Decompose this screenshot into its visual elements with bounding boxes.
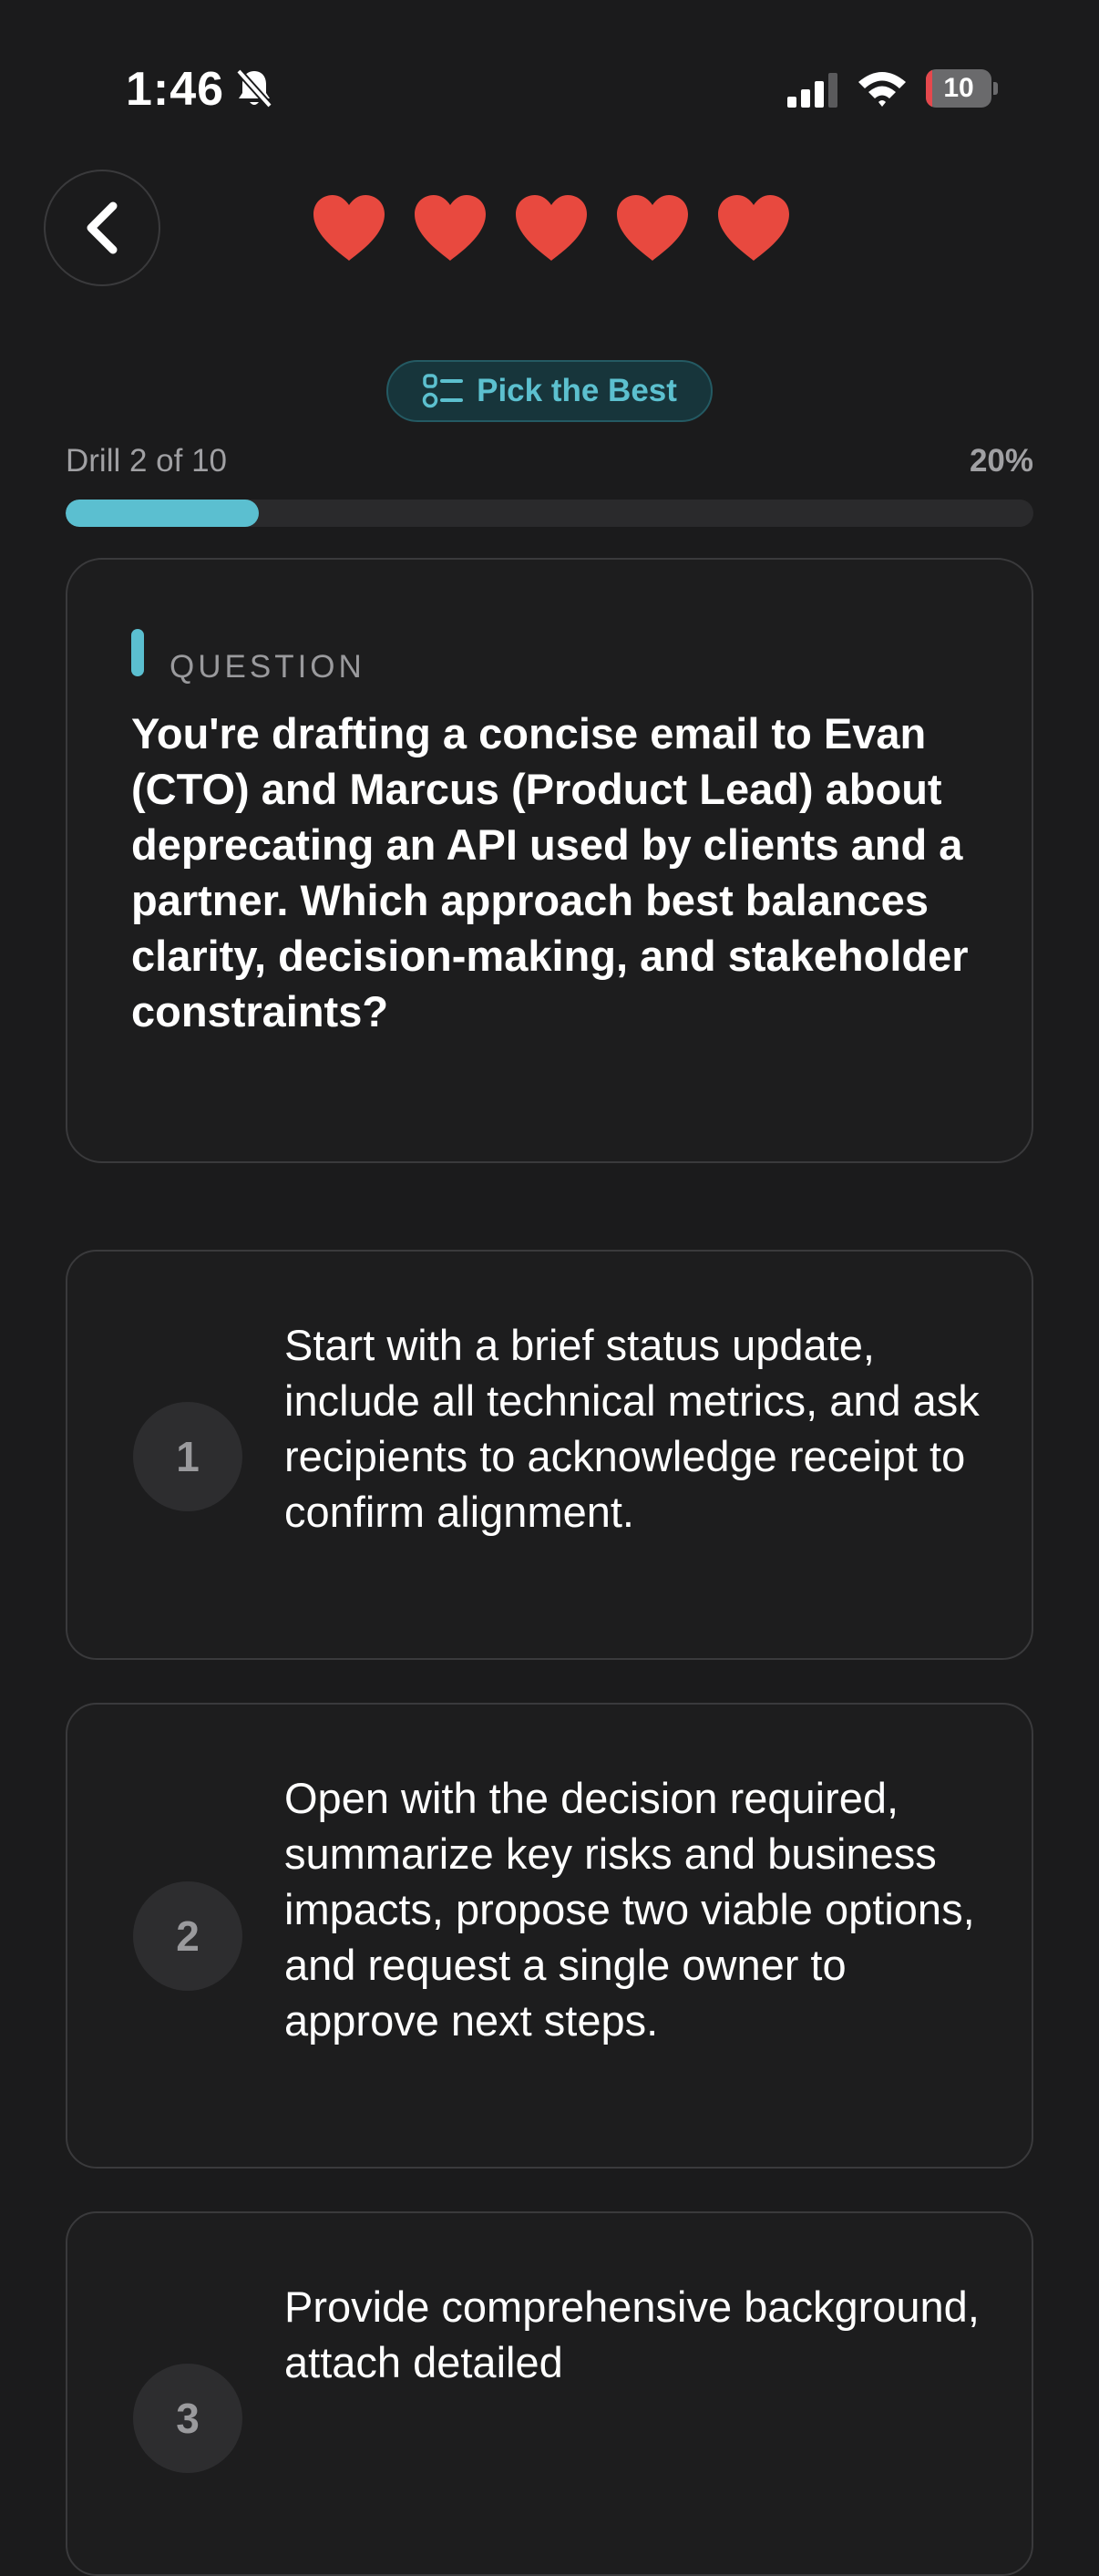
question-card <box>66 558 1033 1163</box>
list-check-icon <box>422 373 464 409</box>
progress-fill <box>66 500 259 527</box>
option-number-badge: 1 <box>133 1402 242 1511</box>
battery-level: 10 <box>943 73 974 103</box>
status-bar <box>0 0 1099 182</box>
heart-icon <box>714 190 793 268</box>
wifi-icon <box>857 69 908 108</box>
battery-cap <box>993 82 998 95</box>
question-accent-bar <box>131 629 144 676</box>
cellular-signal-icon <box>787 73 840 108</box>
option-card-2[interactable] <box>66 1703 1033 2169</box>
status-time: 1:46 <box>126 63 225 116</box>
chevron-left-icon <box>80 199 124 257</box>
option-text: Start with a brief status update, include all technical metrics, and ask recipients to acknowledge receipt to confirm alignment. <box>284 1321 980 1536</box>
mode-label: Pick the Best <box>477 373 677 408</box>
option-card-1[interactable] <box>66 1250 1033 1660</box>
drill-counter: Drill 2 of 10 <box>66 443 228 479</box>
option-number-badge: 3 <box>133 2364 242 2473</box>
heart-icon <box>411 190 489 268</box>
battery-indicator <box>926 69 999 108</box>
heart-icon <box>512 190 591 268</box>
back-button[interactable] <box>44 170 160 286</box>
option-text: Open with the decision required, summarize key risks and business impacts, propose two viable options, and request a single owner to approve next steps. <box>284 1774 975 2045</box>
progress-percent: 20% <box>969 443 1033 479</box>
question-text: You're drafting a concise email to Evan (CTO) and Marcus (Product Lead) about deprecating an API used by clients and a partner. Which approach best balances clarity, decision-making, and stakeholder constraints? <box>131 709 969 1036</box>
battery-body <box>926 69 991 108</box>
lives-hearts <box>310 190 793 268</box>
progress-bar <box>66 500 1033 527</box>
option-card-3[interactable] <box>66 2211 1033 2576</box>
mode-badge <box>386 360 713 422</box>
question-heading: QUESTION <box>169 649 365 685</box>
heart-icon <box>613 190 692 268</box>
bell-slash-icon <box>231 66 277 111</box>
option-number-badge: 2 <box>133 1881 242 1991</box>
heart-icon <box>310 190 388 268</box>
option-text: Provide comprehensive background, attach detailed <box>284 2282 980 2386</box>
